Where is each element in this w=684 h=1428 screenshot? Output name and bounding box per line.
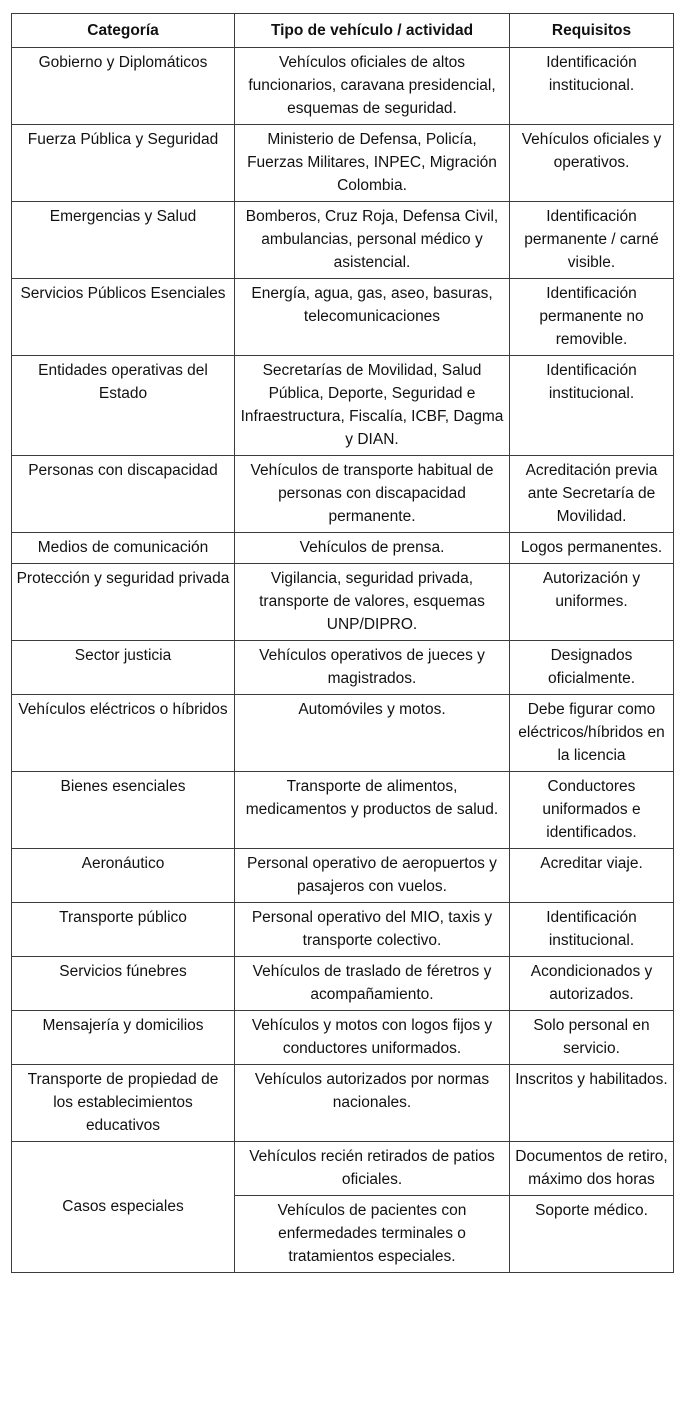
cell-requisitos: Solo personal en servicio. — [510, 1011, 674, 1065]
cell-requisitos: Soporte médico. — [510, 1196, 674, 1273]
cell-tipo: Vehículos oficiales de altos funcionarios, caravana presidencial, esquemas de seguridad. — [235, 48, 510, 125]
restrictions-exceptions-table — [11, 13, 674, 1273]
cell-categoria: Fuerza Pública y Seguridad — [12, 125, 235, 202]
cell-categoria: Transporte público — [12, 903, 235, 957]
cell-tipo: Vehículos de traslado de féretros y acompañamiento. — [235, 957, 510, 1011]
cell-categoria: Personas con discapacidad — [12, 456, 235, 533]
table-row — [12, 564, 674, 641]
table-row — [12, 48, 674, 125]
cell-tipo: Ministerio de Defensa, Policía, Fuerzas Militares, INPEC, Migración Colombia. — [235, 125, 510, 202]
table-row — [12, 1065, 674, 1142]
cell-requisitos: Designados oficialmente. — [510, 641, 674, 695]
cell-categoria: Servicios fúnebres — [12, 957, 235, 1011]
cell-categoria: Mensajería y domicilios — [12, 1011, 235, 1065]
cell-requisitos: Identificación permanente / carné visible. — [510, 202, 674, 279]
cell-tipo: Personal operativo de aeropuertos y pasajeros con vuelos. — [235, 849, 510, 903]
table-row — [12, 1011, 674, 1065]
cell-requisitos: Autorización y uniformes. — [510, 564, 674, 641]
cell-requisitos: Identificación institucional. — [510, 48, 674, 125]
cell-requisitos: Acreditar viaje. — [510, 849, 674, 903]
table-row — [12, 695, 674, 772]
cell-categoria: Protección y seguridad privada — [12, 564, 235, 641]
cell-categoria: Entidades operativas del Estado — [12, 356, 235, 456]
cell-tipo: Vehículos operativos de jueces y magistrados. — [235, 641, 510, 695]
cell-categoria: Servicios Públicos Esenciales — [12, 279, 235, 356]
cell-tipo: Automóviles y motos. — [235, 695, 510, 772]
cell-requisitos: Inscritos y habilitados. — [510, 1065, 674, 1142]
cell-tipo: Vehículos recién retirados de patios oficiales. — [235, 1142, 510, 1196]
header-categoria: Categoría — [12, 14, 235, 48]
cell-requisitos: Identificación permanente no removible. — [510, 279, 674, 356]
cell-categoria: Transporte de propiedad de los establecimientos educativos — [12, 1065, 235, 1142]
table-row — [12, 533, 674, 564]
cell-requisitos: Documentos de retiro, máximo dos horas — [510, 1142, 674, 1196]
table-row — [12, 641, 674, 695]
cell-categoria: Gobierno y Diplomáticos — [12, 48, 235, 125]
table-row — [12, 125, 674, 202]
cell-tipo: Vehículos autorizados por normas nacionales. — [235, 1065, 510, 1142]
cell-categoria: Emergencias y Salud — [12, 202, 235, 279]
cell-categoria: Medios de comunicación — [12, 533, 235, 564]
cell-requisitos: Conductores uniformados e identificados. — [510, 772, 674, 849]
table-row — [12, 772, 674, 849]
table-row — [12, 456, 674, 533]
table-row-special — [12, 1142, 674, 1196]
cell-tipo: Vehículos de transporte habitual de personas con discapacidad permanente. — [235, 456, 510, 533]
cell-categoria: Sector justicia — [12, 641, 235, 695]
cell-categoria-merged: Casos especiales — [12, 1142, 235, 1273]
header-tipo-vehiculo: Tipo de vehículo / actividad — [235, 14, 510, 48]
cell-requisitos: Identificación institucional. — [510, 903, 674, 957]
cell-tipo: Transporte de alimentos, medicamentos y productos de salud. — [235, 772, 510, 849]
cell-tipo: Personal operativo del MIO, taxis y transporte colectivo. — [235, 903, 510, 957]
cell-requisitos: Acreditación previa ante Secretaría de Movilidad. — [510, 456, 674, 533]
cell-tipo: Vehículos y motos con logos fijos y conductores uniformados. — [235, 1011, 510, 1065]
cell-categoria: Aeronáutico — [12, 849, 235, 903]
cell-tipo: Energía, agua, gas, aseo, basuras, telecomunicaciones — [235, 279, 510, 356]
table-row — [12, 356, 674, 456]
table-row — [12, 202, 674, 279]
cell-tipo: Bomberos, Cruz Roja, Defensa Civil, ambulancias, personal médico y asistencial. — [235, 202, 510, 279]
cell-requisitos: Debe figurar como eléctricos/híbridos en la licencia — [510, 695, 674, 772]
cell-categoria: Bienes esenciales — [12, 772, 235, 849]
table-header-row — [12, 14, 674, 48]
header-requisitos: Requisitos — [510, 14, 674, 48]
cell-requisitos: Logos permanentes. — [510, 533, 674, 564]
table-row — [12, 957, 674, 1011]
cell-tipo: Secretarías de Movilidad, Salud Pública, Deporte, Seguridad e Infraestructura, Fiscalía, ICBF, Dagma y DIAN. — [235, 356, 510, 456]
cell-requisitos: Acondicionados y autorizados. — [510, 957, 674, 1011]
table-row — [12, 279, 674, 356]
cell-categoria: Vehículos eléctricos o híbridos — [12, 695, 235, 772]
cell-tipo: Vigilancia, seguridad privada, transporte de valores, esquemas UNP/DIPRO. — [235, 564, 510, 641]
table-row — [12, 849, 674, 903]
cell-requisitos: Vehículos oficiales y operativos. — [510, 125, 674, 202]
cell-tipo: Vehículos de prensa. — [235, 533, 510, 564]
cell-tipo: Vehículos de pacientes con enfermedades terminales o tratamientos especiales. — [235, 1196, 510, 1273]
table-row — [12, 903, 674, 957]
cell-requisitos: Identificación institucional. — [510, 356, 674, 456]
